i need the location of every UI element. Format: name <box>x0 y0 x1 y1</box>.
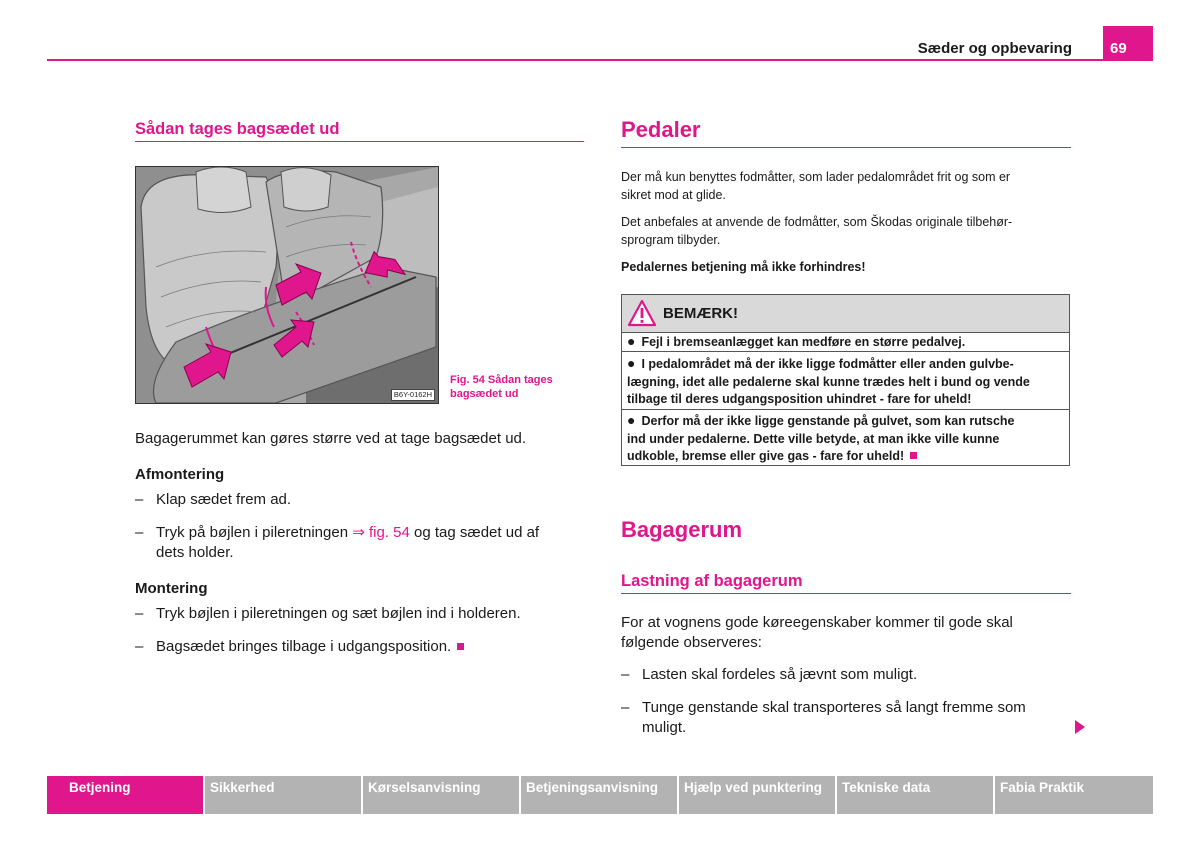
tab-sikkerhed[interactable]: Sikkerhed <box>205 776 361 814</box>
list-item-text: og tag sædet ud af <box>409 524 540 541</box>
tab-hjaelp-ved-punktering[interactable]: Hjælp ved punktering <box>679 776 835 814</box>
next-page-arrow-icon[interactable] <box>1075 720 1085 734</box>
tab-betjening[interactable]: Betjening <box>47 776 203 814</box>
paragraph-line: sprogram tilbyder. <box>621 233 721 247</box>
note-line: I pedalområdet må der ikke ligge fodmåtter eller anden gulvbe- <box>641 357 1014 371</box>
list-item-text: Lasten skal fordeles så jævnt som muligt. <box>642 666 918 683</box>
figure-caption <box>450 374 590 401</box>
tab-tekniske-data[interactable]: Tekniske data <box>837 776 993 814</box>
note-line: ind under pedalerne. Dette ville betyde, at man ikke ville kunne <box>627 431 1000 446</box>
list-item-text: Tryk bøjlen i pileretningen og sæt bøjlen ind i holderen. <box>156 605 521 622</box>
list-item-text: Tunge genstande skal transporteres så langt fremme som <box>642 699 1026 716</box>
figure-reference-link[interactable]: ⇒ fig. 54 <box>352 524 410 541</box>
loading-intro <box>621 613 1013 653</box>
intro-paragraph: Bagagerummet kan gøres større ved at tage bagsædet ud. <box>135 430 527 447</box>
paragraph-line: sikret mod at glide. <box>621 188 726 202</box>
warning-note-title: BEMÆRK! <box>663 305 738 322</box>
tab-korselsanvisning[interactable]: Kørselsanvisning <box>363 776 519 814</box>
warning-note-item: ● Fejl i bremseanlægget kan medføre en større pedalvej. <box>627 333 966 349</box>
pedals-paragraph-2 <box>621 213 1012 249</box>
chapter-tab-bar <box>47 776 1153 814</box>
list-item-text: Klap sædet frem ad. <box>156 491 292 508</box>
note-line: tilbage til deres udgangsposition uhindret - fare for uheld! <box>627 392 972 406</box>
pedals-paragraph-1 <box>621 168 1010 204</box>
paragraph-line: Der må kun benyttes fodmåtter, som lader pedalområdet frit og som er <box>621 170 1011 184</box>
list-item: – Tunge genstande skal transporteres så langt fremme som muligt. <box>621 699 1026 736</box>
running-header-title: Sæder og opbevaring <box>917 40 1072 57</box>
luggage-heading: Bagagerum <box>621 517 743 542</box>
list-item: – Klap sædet frem ad. <box>135 490 575 510</box>
note-line: Fejl i bremseanlægget kan medføre en større pedalvej. <box>641 335 966 349</box>
list-item: – Tryk på bøjlen i pileretningen ⇒ fig. 54 og tag sædet ud af dets holder. <box>135 524 540 561</box>
figure-caption-line: Fig. 54 Sådan tages <box>450 374 553 386</box>
warning-note-header <box>622 295 1069 333</box>
warning-triangle-icon <box>627 299 657 327</box>
figure-54-illustration <box>135 166 439 404</box>
section-end-square-icon <box>910 452 917 459</box>
loading-heading-rule <box>621 593 1071 594</box>
section-heading-rule <box>135 141 584 142</box>
note-line: lægning, idet alle pedalerne skal kunne trædes helt i bund og vende <box>627 374 1030 389</box>
header-rule <box>47 59 1152 61</box>
pedals-heading: Pedaler <box>621 117 701 142</box>
install-heading: Montering <box>135 580 208 597</box>
pedals-heading-rule <box>621 147 1071 148</box>
list-item: – Bagsædet bringes tilbage i udgangsposition. <box>135 637 575 657</box>
paragraph-line: For at vognens gode køreegenskaber kommer til gode skal <box>621 614 1013 631</box>
note-line: udkoble, bremse eller give gas - fare for uheld! <box>627 449 905 463</box>
note-divider <box>622 351 1069 352</box>
list-item: – Tryk bøjlen i pileretningen og sæt bøjlen ind i holderen. <box>135 604 575 624</box>
pedals-paragraph-3: Pedalernes betjening må ikke forhindres! <box>621 260 866 274</box>
paragraph-line: følgende observeres: <box>621 634 762 651</box>
list-item-text: dets holder. <box>156 544 234 561</box>
loading-heading: Lastning af bagagerum <box>621 572 803 590</box>
note-divider <box>622 409 1069 410</box>
removal-heading: Afmontering <box>135 466 225 483</box>
tab-fabia-praktik[interactable]: Fabia Praktik <box>995 776 1153 814</box>
list-item-text: muligt. <box>642 719 687 736</box>
list-item-text: Bagsædet bringes tilbage i udgangsposition. <box>156 638 452 655</box>
section-end-square-icon <box>457 643 464 650</box>
page-number-box: 69 <box>1103 26 1153 61</box>
section-heading-remove-seat: Sådan tages bagsædet ud <box>135 120 340 138</box>
warning-note-box <box>621 294 1070 466</box>
figure-code-label: B6Y-0162H <box>391 389 435 401</box>
note-line: Derfor må der ikke ligge genstande på gulvet, som kan rutsche <box>641 414 1015 428</box>
warning-note-item: ● I pedalområdet må der ikke ligge fodmåtter eller anden gulvbe- lægning, idet alle pedalerne skal kunne trædes helt i bund og vende tilbage til deres udgangsposition uhindret - fare for uheld! <box>627 355 1063 409</box>
figure-caption-line: bagsædet ud <box>450 387 519 400</box>
tab-betjeningsanvisning[interactable]: Betjeningsanvisning <box>521 776 677 814</box>
list-item-text: Tryk på bøjlen i pileretningen <box>156 524 353 541</box>
warning-note-item: ● Derfor må der ikke ligge genstande på gulvet, som kan rutsche ind under pedalerne. Dette ville betyde, at man ikke ville kunne udkoble, bremse eller give gas - fare for uheld! <box>627 412 1063 466</box>
paragraph-line: Det anbefales at anvende de fodmåtter, som Škodas originale tilbehør- <box>621 215 1013 229</box>
list-item: – Lasten skal fordeles så jævnt som muligt. <box>621 665 1071 685</box>
rear-seat-illustration <box>136 167 438 403</box>
